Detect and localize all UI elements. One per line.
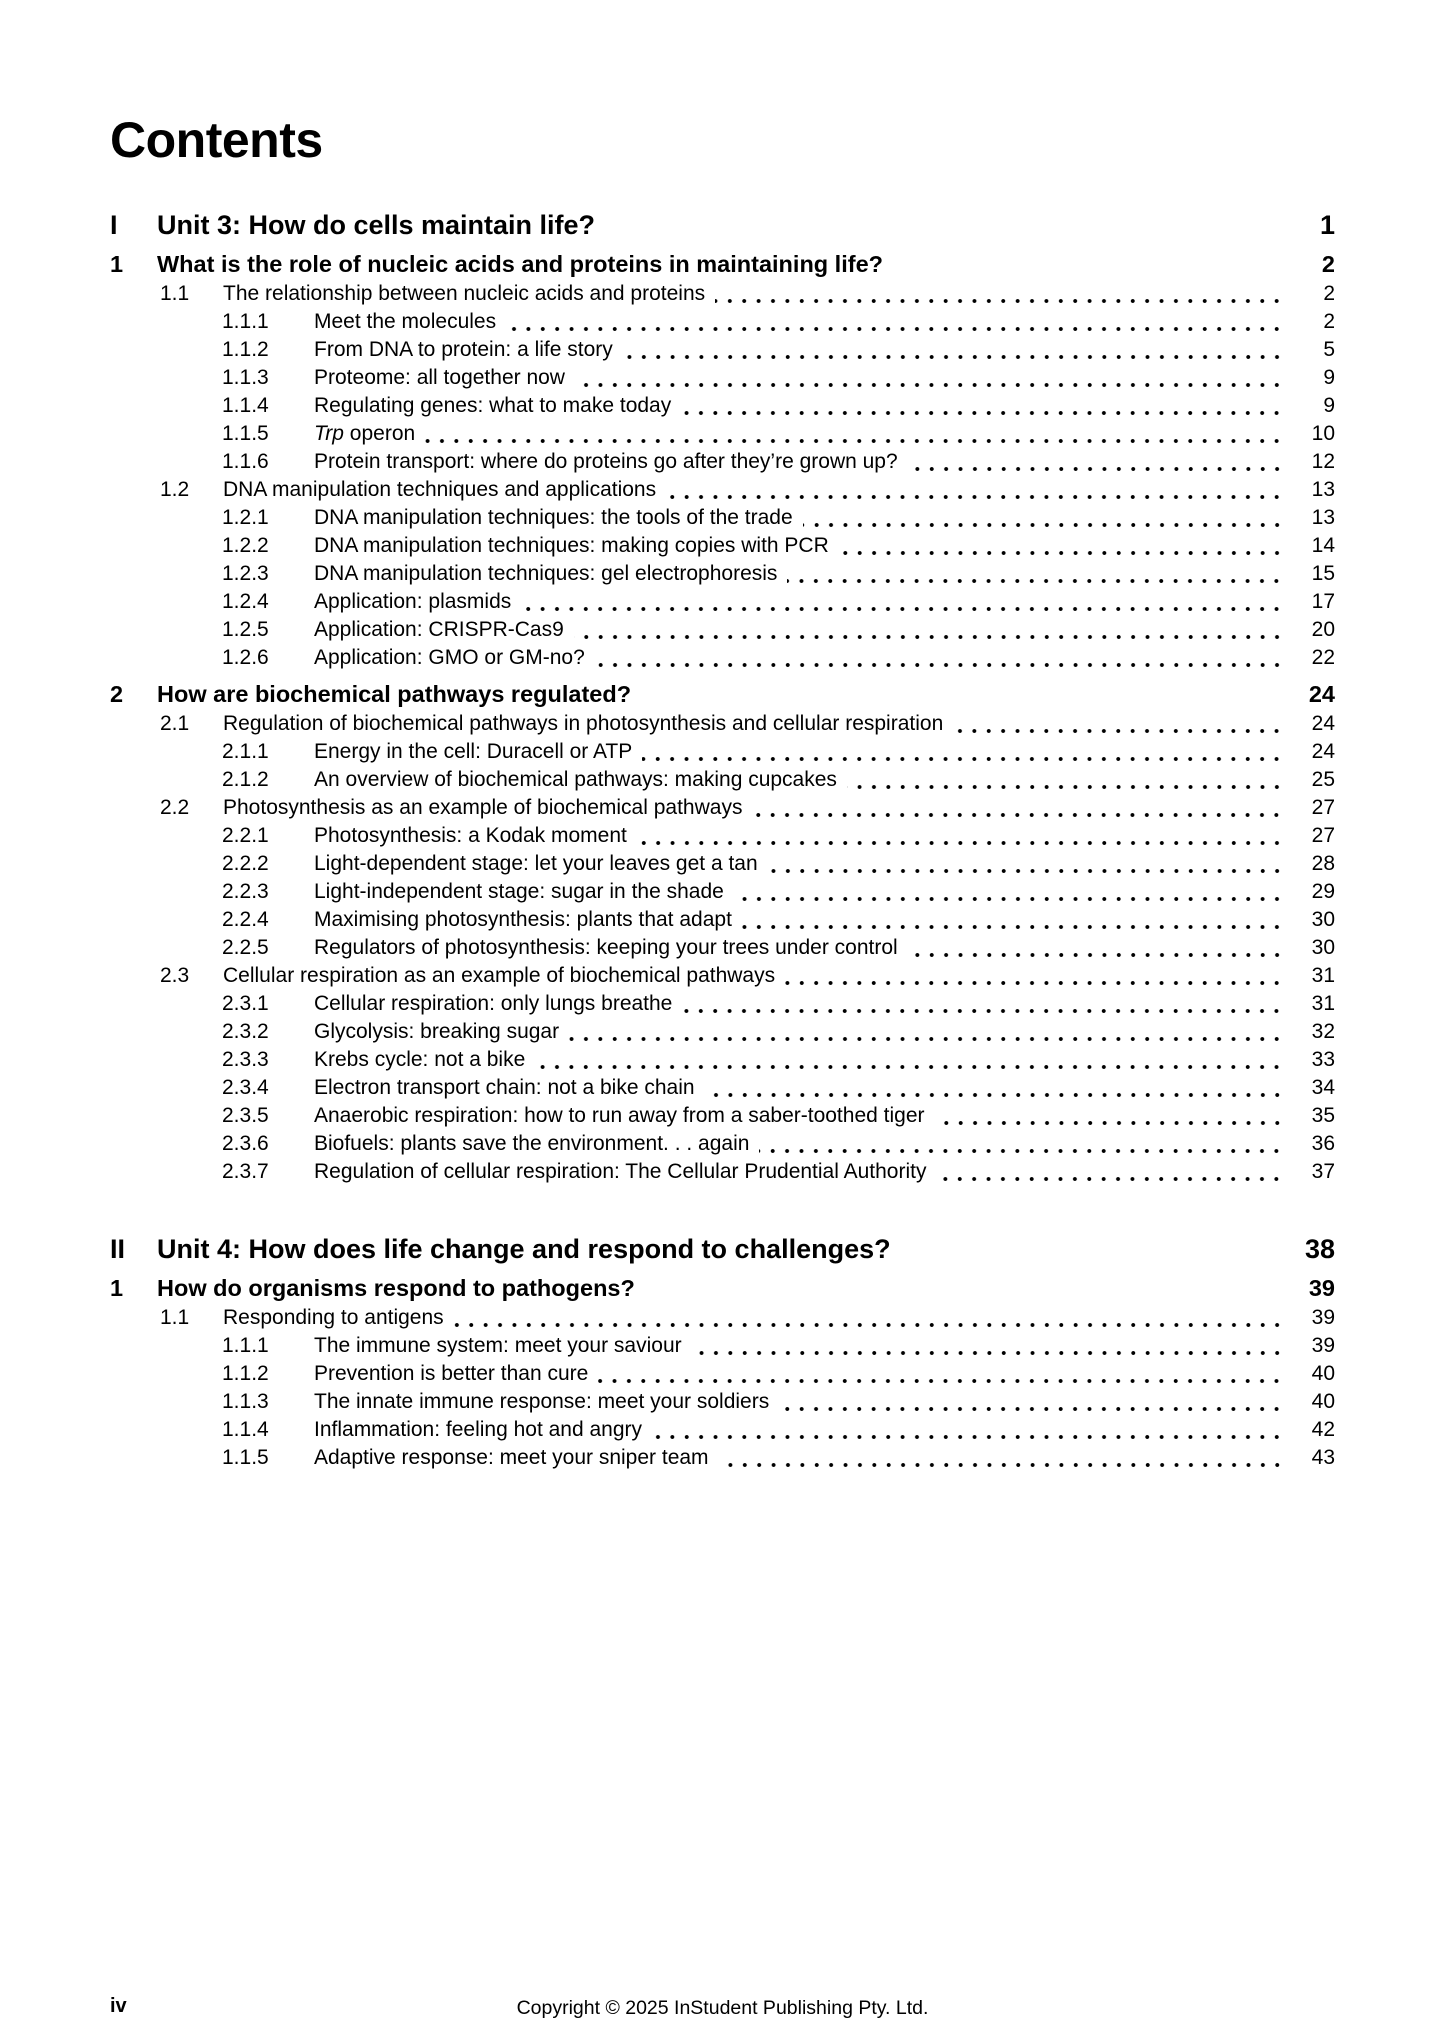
toc-entry-row[interactable] [110, 560, 1335, 588]
entry-page: 9 [1323, 366, 1335, 389]
dot-leader [936, 1162, 1286, 1186]
entry-page: 27 [1311, 824, 1335, 847]
dot-leader [598, 1364, 1286, 1388]
entry-title: Adaptive response: meet your sniper team [314, 1446, 709, 1469]
entry-number: 2.3.2 [222, 1020, 269, 1043]
entry-title: Anaerobic respiration: how to run away from a saber-toothed tiger [314, 1104, 925, 1127]
entry-number: 1.1.3 [222, 1390, 269, 1413]
page-content [110, 0, 1335, 1472]
entry-title: DNA manipulation techniques: the tools of the trade [314, 506, 793, 529]
dot-leader [953, 714, 1286, 738]
entry-page: 39 [1308, 1275, 1335, 1301]
entry-number: 1.2.1 [222, 506, 269, 529]
dot-leader [759, 1134, 1286, 1158]
entry-number: 2.3.5 [222, 1104, 269, 1127]
entry-title: Regulators of photosynthesis: keeping your trees under control [314, 936, 898, 959]
toc-entry-row[interactable] [110, 934, 1335, 962]
toc-part-row[interactable] [110, 1232, 1335, 1266]
entry-page: 24 [1308, 681, 1335, 707]
entry-number: 1.1.5 [222, 422, 269, 445]
entry-page: 17 [1311, 590, 1335, 613]
entry-number: 1.2.4 [222, 590, 269, 613]
footer-copyright: Copyright © 2025 InStudent Publishing Pty. Ltd. [516, 1997, 929, 2019]
entry-number: 1.1.1 [222, 1334, 269, 1357]
entry-page: 36 [1311, 1132, 1335, 1155]
entry-page: 24 [1311, 740, 1335, 763]
toc-entry-row[interactable] [110, 822, 1335, 850]
entry-page: 22 [1311, 646, 1335, 669]
entry-title: Krebs cycle: not a bike [314, 1048, 526, 1071]
entry-title: Proteome: all together now [314, 366, 565, 389]
entry-number: 2.2.5 [222, 936, 269, 959]
dot-leader [768, 854, 1286, 878]
dot-leader [681, 396, 1286, 420]
entry-title: How do organisms respond to pathogens? [157, 1275, 635, 1301]
dot-leader [935, 1106, 1287, 1130]
entry-number: 1.1.5 [222, 1446, 269, 1469]
entry-title: Light-dependent stage: let your leaves get a tan [314, 852, 758, 875]
dot-leader [521, 592, 1286, 616]
dot-leader [839, 536, 1286, 560]
dot-leader [652, 1420, 1286, 1444]
entry-number: 1.2 [160, 478, 190, 501]
toc-entry-row[interactable] [110, 1018, 1335, 1046]
dot-leader [574, 620, 1286, 644]
entry-number: 2.1.1 [222, 740, 269, 763]
entry-title: Energy in the cell: Duracell or ATP [314, 740, 633, 763]
entry-title: The immune system: meet your saviour [314, 1334, 682, 1357]
toc-entry-row[interactable] [110, 588, 1335, 616]
dot-leader [715, 284, 1286, 308]
entry-number: 2.2.1 [222, 824, 269, 847]
toc-entry-row[interactable] [110, 1046, 1335, 1074]
entry-number: I [110, 210, 118, 240]
entry-page: 35 [1311, 1104, 1335, 1127]
dot-leader [752, 798, 1286, 822]
entry-page: 9 [1323, 394, 1335, 417]
dot-leader [637, 826, 1286, 850]
entry-page: 13 [1311, 478, 1335, 501]
page-title: Contents [110, 112, 323, 168]
entry-page: 1 [1319, 210, 1335, 240]
toc-entry-row[interactable] [110, 1102, 1335, 1130]
toc-entry-row[interactable] [110, 1158, 1335, 1186]
entry-page: 24 [1311, 712, 1335, 735]
entry-page: 2 [1323, 310, 1335, 333]
entry-title: Regulation of biochemical pathways in photosynthesis and cellular respiration [223, 712, 944, 735]
toc-entry-row[interactable] [110, 710, 1335, 738]
toc-entry-row[interactable] [110, 878, 1335, 906]
toc-entry-row[interactable] [110, 644, 1335, 672]
dot-leader [642, 742, 1286, 766]
dot-leader [908, 452, 1286, 476]
dot-leader [719, 1448, 1286, 1472]
entry-title-italic: Trp [314, 422, 344, 445]
entry-title: Protein transport: where do proteins go after they’re grown up? [314, 450, 898, 473]
entry-page: 12 [1311, 450, 1335, 473]
toc-entry-row[interactable] [110, 1416, 1335, 1444]
toc-entry-row[interactable] [110, 738, 1335, 766]
toc-chapter-row[interactable] [110, 249, 1335, 279]
entry-page: 15 [1311, 562, 1335, 585]
entry-number: 1.2.2 [222, 534, 269, 557]
dot-leader [666, 480, 1286, 504]
toc-entry-row[interactable] [110, 308, 1335, 336]
entry-page: 2 [1321, 251, 1335, 277]
entry-page: 29 [1311, 880, 1335, 903]
entry-title: Meet the molecules [314, 310, 497, 333]
dot-leader [535, 1050, 1286, 1074]
toc-entry-row[interactable] [110, 1332, 1335, 1360]
entry-title: Prevention is better than cure [314, 1362, 589, 1385]
entry-number: 1.2.6 [222, 646, 269, 669]
toc-part-row[interactable] [110, 208, 1335, 242]
entry-title: Unit 3: How do cells maintain life? [157, 210, 596, 240]
entry-title: Inflammation: feeling hot and angry [314, 1418, 643, 1441]
dot-leader [803, 508, 1286, 532]
entry-page: 27 [1311, 796, 1335, 819]
entry-title: Application: CRISPR-Cas9 [314, 618, 564, 641]
entry-title: Trp operon [314, 422, 416, 445]
dot-leader [787, 564, 1286, 588]
entry-number: 2.2.3 [222, 880, 269, 903]
entry-title: DNA manipulation techniques: gel electrophoresis [314, 562, 778, 585]
entry-title: Electron transport chain: not a bike chain [314, 1076, 695, 1099]
entry-page: 14 [1311, 534, 1335, 557]
entry-number: 1.1.1 [222, 310, 269, 333]
dot-leader [575, 368, 1286, 392]
entry-page: 25 [1311, 768, 1335, 791]
dot-leader [425, 424, 1286, 448]
entry-number: 1 [110, 1275, 124, 1301]
entry-number: 1.1.3 [222, 366, 269, 389]
dot-leader [705, 1078, 1286, 1102]
entry-title: Glycolysis: breaking sugar [314, 1020, 560, 1043]
entry-number: 1.2.5 [222, 618, 269, 641]
entry-number: 2.1.2 [222, 768, 269, 791]
entry-title: Maximising photosynthesis: plants that adapt [314, 908, 732, 931]
entry-number: 1.1.6 [222, 450, 269, 473]
dot-leader [847, 770, 1286, 794]
entry-number: 2 [110, 681, 124, 707]
entry-number: 2.3.1 [222, 992, 269, 1015]
dot-leader [595, 648, 1286, 672]
entry-title: DNA manipulation techniques and applications [223, 478, 657, 501]
entry-title: DNA manipulation techniques: making copies with PCR [314, 534, 829, 557]
entry-title: Application: GMO or GM-no? [314, 646, 585, 669]
dot-leader [742, 910, 1286, 934]
entry-page: 39 [1311, 1306, 1335, 1329]
toc-entry-row[interactable] [110, 448, 1335, 476]
entry-page: 40 [1311, 1390, 1335, 1413]
dot-leader [908, 938, 1286, 962]
toc-entry-row[interactable] [110, 420, 1335, 448]
entry-page: 10 [1311, 422, 1335, 445]
toc-entry-row[interactable] [110, 1074, 1335, 1102]
entry-title: Photosynthesis as an example of biochemical pathways [223, 796, 743, 819]
toc-entry-row[interactable] [110, 766, 1335, 794]
toc-entry-row[interactable] [110, 1360, 1335, 1388]
entry-number: II [110, 1234, 126, 1264]
toc-entry-row[interactable] [110, 392, 1335, 420]
entry-page: 28 [1311, 852, 1335, 875]
toc-entry-row[interactable] [110, 1130, 1335, 1158]
toc-entry-row[interactable] [110, 476, 1335, 504]
entry-number: 2.2.2 [222, 852, 269, 875]
entry-number: 1 [110, 251, 124, 277]
entry-number: 1.1 [160, 282, 190, 305]
toc-entry-row[interactable] [110, 794, 1335, 822]
entry-title: Photosynthesis: a Kodak moment [314, 824, 627, 847]
entry-page: 33 [1311, 1048, 1335, 1071]
entry-page: 5 [1323, 338, 1335, 361]
dot-leader [779, 1392, 1286, 1416]
entry-title: The relationship between nucleic acids and proteins [223, 282, 706, 305]
toc-entry-row[interactable] [110, 364, 1335, 392]
entry-number: 2.1 [160, 712, 190, 735]
entry-number: 1.1 [160, 1306, 190, 1329]
toc-chapter-row[interactable] [110, 679, 1335, 709]
entry-title: How are biochemical pathways regulated? [157, 681, 632, 707]
toc-entry-row[interactable] [110, 1444, 1335, 1472]
entry-number: 1.2.3 [222, 562, 269, 585]
dot-leader [734, 882, 1286, 906]
entry-number: 2.3.7 [222, 1160, 269, 1183]
entry-number: 1.1.2 [222, 1362, 269, 1385]
entry-page: 2 [1323, 282, 1335, 305]
entry-page: 43 [1311, 1446, 1335, 1469]
entry-page: 39 [1311, 1334, 1335, 1357]
dot-leader [692, 1336, 1286, 1360]
toc-entry-row[interactable] [110, 850, 1335, 878]
entry-number: 2.3 [160, 964, 190, 987]
entry-number: 2.3.6 [222, 1132, 269, 1155]
entry-title: Application: plasmids [314, 590, 512, 613]
toc-entry-row[interactable] [110, 280, 1335, 308]
entry-title: What is the role of nucleic acids and proteins in maintaining life? [157, 251, 883, 277]
dot-leader [569, 1022, 1286, 1046]
toc-chapter-row[interactable] [110, 1273, 1335, 1303]
entry-title: Regulating genes: what to make today [314, 394, 672, 417]
entry-page: 32 [1311, 1020, 1335, 1043]
dot-leader [623, 340, 1286, 364]
entry-page: 31 [1311, 992, 1335, 1015]
entry-page: 13 [1311, 506, 1335, 529]
toc-entry-row[interactable] [110, 336, 1335, 364]
dot-leader [682, 994, 1286, 1018]
entry-page: 30 [1311, 908, 1335, 931]
entry-title: Unit 4: How does life change and respond to challenges? [157, 1234, 891, 1264]
entry-title: Regulation of cellular respiration: The Cellular Prudential Authority [314, 1160, 927, 1183]
entry-title: Biofuels: plants save the environment. . . again [314, 1132, 750, 1155]
entry-number: 1.1.4 [222, 394, 269, 417]
toc-entry-row[interactable] [110, 1304, 1335, 1332]
entry-page: 31 [1311, 964, 1335, 987]
entry-page: 42 [1311, 1418, 1335, 1441]
entry-title: Cellular respiration: only lungs breathe [314, 992, 673, 1015]
dot-leader [785, 966, 1286, 990]
entry-title: Cellular respiration as an example of biochemical pathways [223, 964, 776, 987]
entry-number: 2.3.3 [222, 1048, 269, 1071]
toc-entry-row[interactable] [110, 616, 1335, 644]
entry-title: Light-independent stage: sugar in the shade [314, 880, 724, 903]
entry-title: An overview of biochemical pathways: making cupcakes [314, 768, 837, 791]
entry-page: 38 [1304, 1234, 1335, 1264]
entry-title: The innate immune response: meet your soldiers [314, 1390, 770, 1413]
entry-page: 20 [1311, 618, 1335, 641]
entry-title: From DNA to protein: a life story [314, 338, 613, 361]
entry-number: 2.3.4 [222, 1076, 269, 1099]
entry-number: 2.2 [160, 796, 190, 819]
entry-page: 30 [1311, 936, 1335, 959]
toc [110, 208, 1335, 1472]
entry-title: Responding to antigens [223, 1306, 444, 1329]
entry-number: 1.1.2 [222, 338, 269, 361]
toc-entry-row[interactable] [110, 906, 1335, 934]
entry-page: 34 [1311, 1076, 1335, 1099]
toc-entry-row[interactable] [110, 990, 1335, 1018]
dot-leader [506, 312, 1286, 336]
dot-leader [454, 1308, 1286, 1332]
footer-page-number: iv [110, 1995, 127, 2017]
toc-entry-row[interactable] [110, 962, 1335, 990]
toc-entry-row[interactable] [110, 532, 1335, 560]
toc-entry-row[interactable] [110, 504, 1335, 532]
entry-page: 37 [1311, 1160, 1335, 1183]
entry-number: 2.2.4 [222, 908, 269, 931]
entry-number: 1.1.4 [222, 1418, 269, 1441]
entry-page: 40 [1311, 1362, 1335, 1385]
toc-entry-row[interactable] [110, 1388, 1335, 1416]
